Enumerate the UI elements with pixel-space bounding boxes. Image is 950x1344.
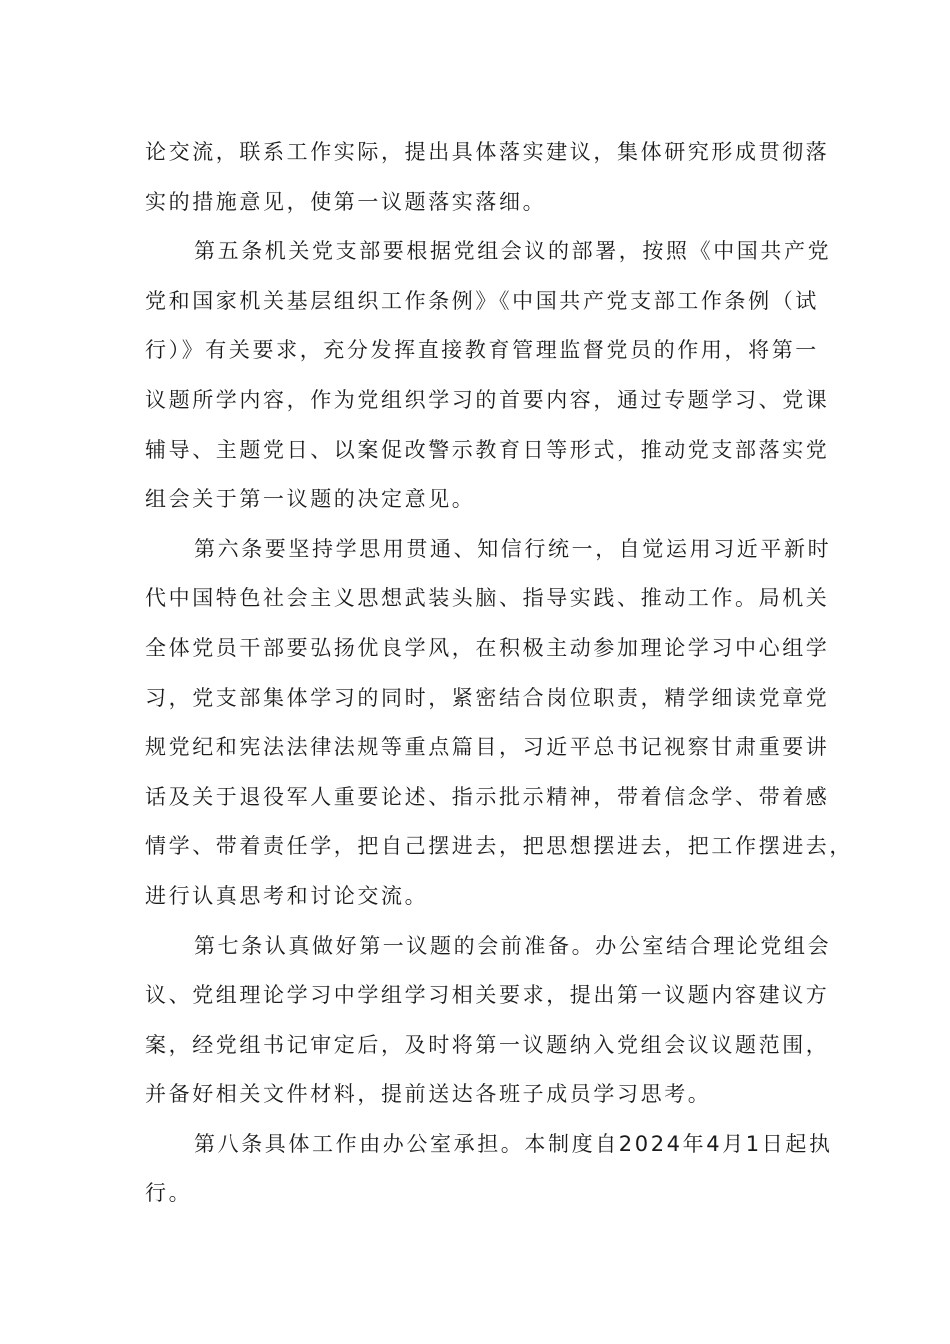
article-7-start: 第七条认真做好第一议题的会前准备。办公室结合理论党组会	[194, 933, 832, 958]
text-line: 并备好相关文件材料，提前送达各班子成员学习思考。	[145, 1082, 712, 1107]
document-body	[145, 128, 853, 1219]
text-line: 实的措施意见，使第一议题落实落细。	[145, 189, 547, 214]
text-line: 议、党组理论学习中学组学习相关要求，提出第一议题内容建议方	[145, 983, 830, 1008]
text-line: 代中国特色社会主义思想武装头脑、指导实践、推动工作。局机关	[145, 586, 830, 611]
text-line: 全体党员干部要弘扬优良学风，在积极主动参加理论学习中心组学	[145, 635, 830, 660]
text-line: 辅导、主题党日、以案促改警示教育日等形式，推动党支部落实党	[145, 437, 830, 462]
text-line: 行。	[145, 1181, 193, 1206]
text-line: 论交流，联系工作实际，提出具体落实建议，集体研究形成贯彻落	[145, 140, 830, 164]
text-line: 话及关于退役军人重要论述、指示批示精神，带着信念学、带着感	[145, 784, 830, 809]
text-line: 党和国家机关基层组织工作条例》《中国共产党支部工作条例（试	[145, 288, 819, 313]
text-line: 案，经党组书记审定后，及时将第一议题纳入党组会议议题范围，	[145, 1032, 830, 1057]
article-5-start: 第五条机关党支部要根据党组会议的部署，按照《中国共产党	[194, 239, 832, 264]
article-6-start: 第六条要坚持学思用贯通、知信行统一，自觉运用习近平新时	[194, 536, 832, 561]
text-line: 组会关于第一议题的决定意见。	[145, 487, 476, 512]
text-line: 情学、带着责任学，把自己摆进去，把思想摆进去，把工作摆进去，	[145, 834, 853, 859]
article-8-start: 第八条具体工作由办公室承担。本制度自2024年4月1日起执	[194, 1131, 833, 1156]
text-line: 习，党支部集体学习的同时，紧密结合岗位职责，精学细读党章党	[145, 685, 830, 710]
text-line: 议题所学内容，作为党组织学习的首要内容，通过专题学习、党课	[145, 387, 830, 412]
text-line: 进行认真思考和讨论交流。	[145, 883, 429, 908]
text-line: 规党纪和宪法法律法规等重点篇目，习近平总书记视察甘肃重要讲	[145, 735, 830, 760]
text-line: 行）》有关要求，充分发挥直接教育管理监督党员的作用，将第一	[145, 338, 819, 363]
